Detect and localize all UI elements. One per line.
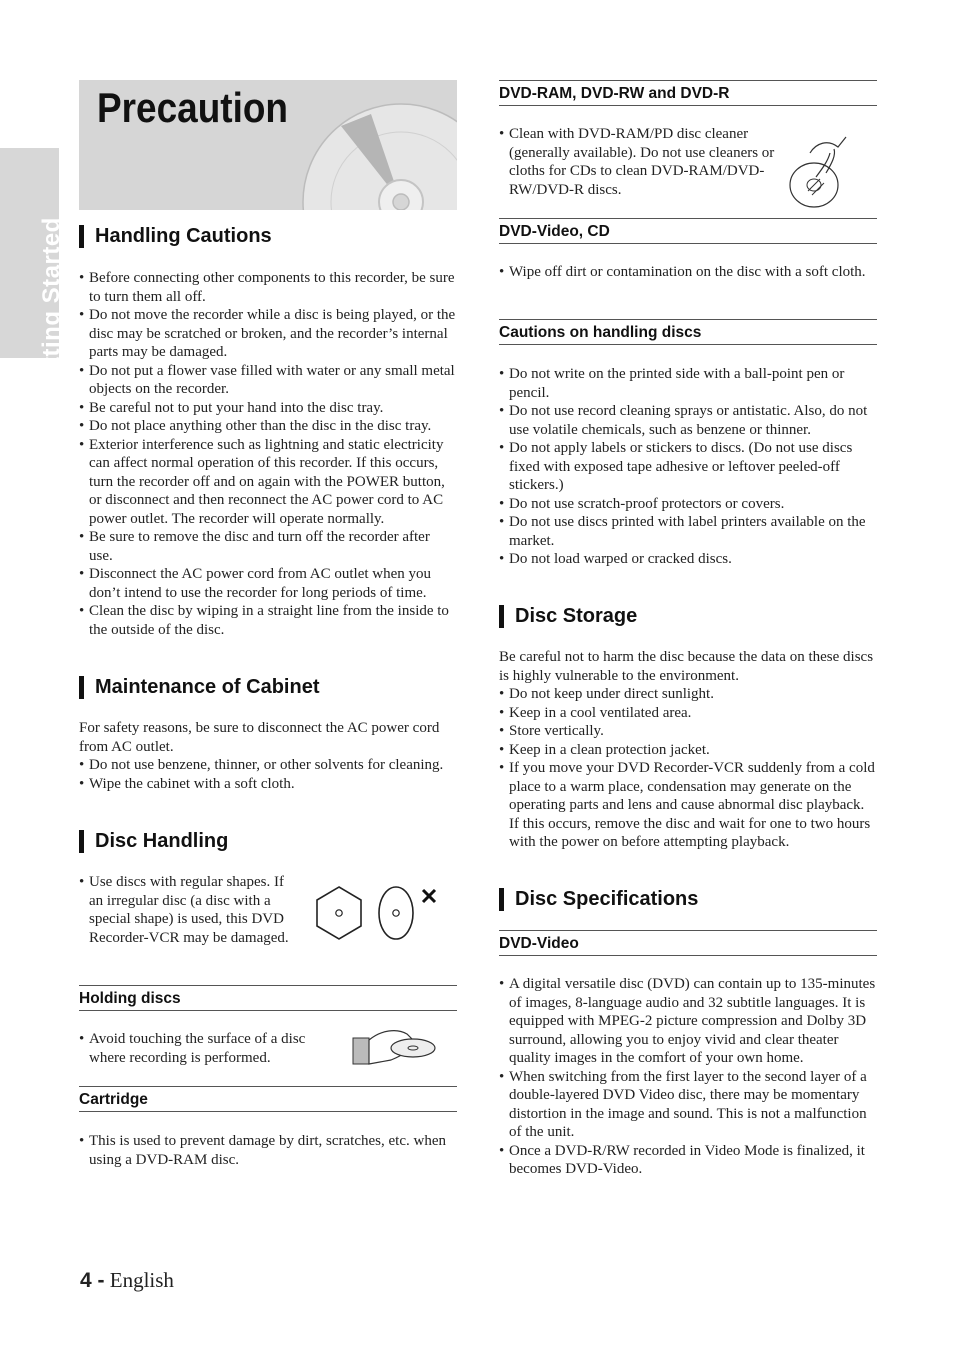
hand-holding-disc-icon — [351, 1022, 439, 1070]
list-item: • Be careful not to put your hand into the disc tray. — [79, 399, 457, 418]
list-item: • Do not use benzene, thinner, or other solvents for cleaning. — [79, 756, 449, 775]
disc-cleaning-icon — [786, 133, 854, 211]
disc-storage-body — [499, 648, 877, 852]
list-item: • Keep in a cool ventilated area. — [499, 704, 877, 723]
heading-dvd-ram-rw-r: DVD-RAM, DVD-RW and DVD-R — [499, 80, 877, 106]
heading-disc-handling: Disc Handling — [79, 829, 228, 853]
heading-cartridge: Cartridge — [79, 1086, 457, 1112]
section-side-tab — [0, 148, 65, 398]
page-title: Precaution — [97, 84, 289, 131]
irregular-disc-icon — [311, 882, 443, 946]
disc-decoration-icon — [301, 102, 457, 210]
list-item: • Keep in a clean protection jacket. — [499, 741, 877, 760]
list-item: • Do not write on the printed side with a ball-point pen or pencil. — [499, 365, 877, 402]
list-item: • Use discs with regular shapes. If an irregular disc (a disc with a special shape) is used, this DVD Recorder-VCR may be damaged. — [79, 873, 297, 947]
title-banner — [79, 80, 457, 210]
heading-disc-specifications: Disc Specifications — [499, 887, 698, 911]
list-item: • Wipe the cabinet with a soft cloth. — [79, 775, 449, 794]
heading-disc-storage: Disc Storage — [499, 604, 637, 628]
list-item: • Be sure to remove the disc and turn off the recorder after use. — [79, 528, 457, 565]
handling-cautions-body — [79, 269, 457, 639]
maintenance-body — [79, 719, 449, 793]
list-item: • Store vertically. — [499, 722, 877, 741]
page-footer — [80, 1268, 174, 1293]
heading-cautions-on-handling-discs: Cautions on handling discs — [499, 319, 877, 345]
list-item: • Avoid touching the surface of a disc where recording is performed. — [79, 1030, 329, 1067]
list-item: • Clean with DVD-RAM/PD disc cleaner (generally available). Do not use cleaners or cloths for CDs to clean DVD-RAM/DVD-RW/DVD-R discs. — [499, 125, 777, 199]
list-item: • Do not use scratch-proof protectors or covers. — [499, 495, 877, 514]
side-tab-label: Getting Started — [38, 217, 65, 398]
list-item: • Wipe off dirt or contamination on the disc with a soft cloth. — [499, 263, 869, 282]
page-number: 4 - — [80, 1269, 105, 1292]
dvd-video-cd-body — [499, 263, 869, 282]
list-item: • Do not use discs printed with label printers available on the market. — [499, 513, 877, 550]
list-item: • A digital versatile disc (DVD) can contain up to 135-minutes of images, 8-language audio and 32 subtitle languages. It is equipped with MPEG-2 picture compression and Dolby 3D surround, allowing you to enjoy vivid and clear theater quality images in the comfort of your own home. — [499, 975, 877, 1068]
holding-discs-body — [79, 1030, 329, 1067]
list-item: • This is used to prevent damage by dirt, scratches, etc. when using a DVD-RAM disc. — [79, 1132, 457, 1169]
list-item: • Disconnect the AC power cord from AC outlet when you don’t intend to use the recorder for long periods of time. — [79, 565, 457, 602]
list-item: • Do not apply labels or stickers to discs. (Do not use discs fixed with exposed tape adhesive or leftover peeled-off stickers.) — [499, 439, 877, 495]
heading-dvd-video-cd: DVD-Video, CD — [499, 218, 877, 244]
maintenance-intro: For safety reasons, be sure to disconnect the AC power cord from AC outlet. — [79, 720, 440, 755]
list-item: • Do not keep under direct sunlight. — [499, 685, 877, 704]
list-item: • Do not place anything other than the disc in the disc tray. — [79, 417, 457, 436]
cautions-handling-body — [499, 365, 877, 569]
cartridge-body — [79, 1132, 457, 1169]
list-item: • Exterior interference such as lightning and static electricity can affect normal operation of this recorder. If this occurs, turn the recorder off and on again with the POWER button, or disconnect and then reconnect the AC power cord to AC power outlet. The recorder will operate normally. — [79, 436, 457, 529]
list-item: • When switching from the first layer to the second layer of a double-layered DVD Video disc, there may be momentary distortion in the image and sound. This is not a malfunction of the unit. — [499, 1068, 877, 1142]
disc-specs-body — [499, 975, 877, 1179]
disc-storage-intro: Be careful not to harm the disc because the data on these discs is highly vulnerable to the environment. — [499, 649, 874, 684]
list-item: • Do not use record cleaning sprays or antistatic. Also, do not use volatile chemicals, such as benzene or thinner. — [499, 402, 877, 439]
heading-maintenance-of-cabinet: Maintenance of Cabinet — [79, 675, 319, 699]
list-item: • Do not load warped or cracked discs. — [499, 550, 877, 569]
list-item: • Do not put a flower vase filled with water or any small metal objects on the recorder. — [79, 362, 457, 399]
heading-holding-discs: Holding discs — [79, 985, 457, 1011]
list-item: • Do not move the recorder while a disc is being played, or the disc may be scratched or broken, and the recorder’s internal parts may be damaged. — [79, 306, 457, 362]
list-item: • Before connecting other components to this recorder, be sure to turn them all off. — [79, 269, 457, 306]
heading-dvd-video: DVD-Video — [499, 930, 877, 956]
disc-handling-body — [79, 873, 297, 947]
list-item: • If you move your DVD Recorder-VCR suddenly from a cold place to a warm place, condensation may generate on the operating parts and lens and cause abnormal disc playback. If this occurs, remove the disc and wait for one to two hours with the power on before attempting playback. — [499, 759, 877, 852]
dvd-ram-body — [499, 125, 777, 199]
page-language: English — [109, 1268, 174, 1292]
list-item: • Clean the disc by wiping in a straight line from the inside to the outside of the disc. — [79, 602, 457, 639]
heading-handling-cautions: Handling Cautions — [79, 224, 272, 248]
list-item: • Once a DVD-R/RW recorded in Video Mode is finalized, it becomes DVD-Video. — [499, 1142, 877, 1179]
